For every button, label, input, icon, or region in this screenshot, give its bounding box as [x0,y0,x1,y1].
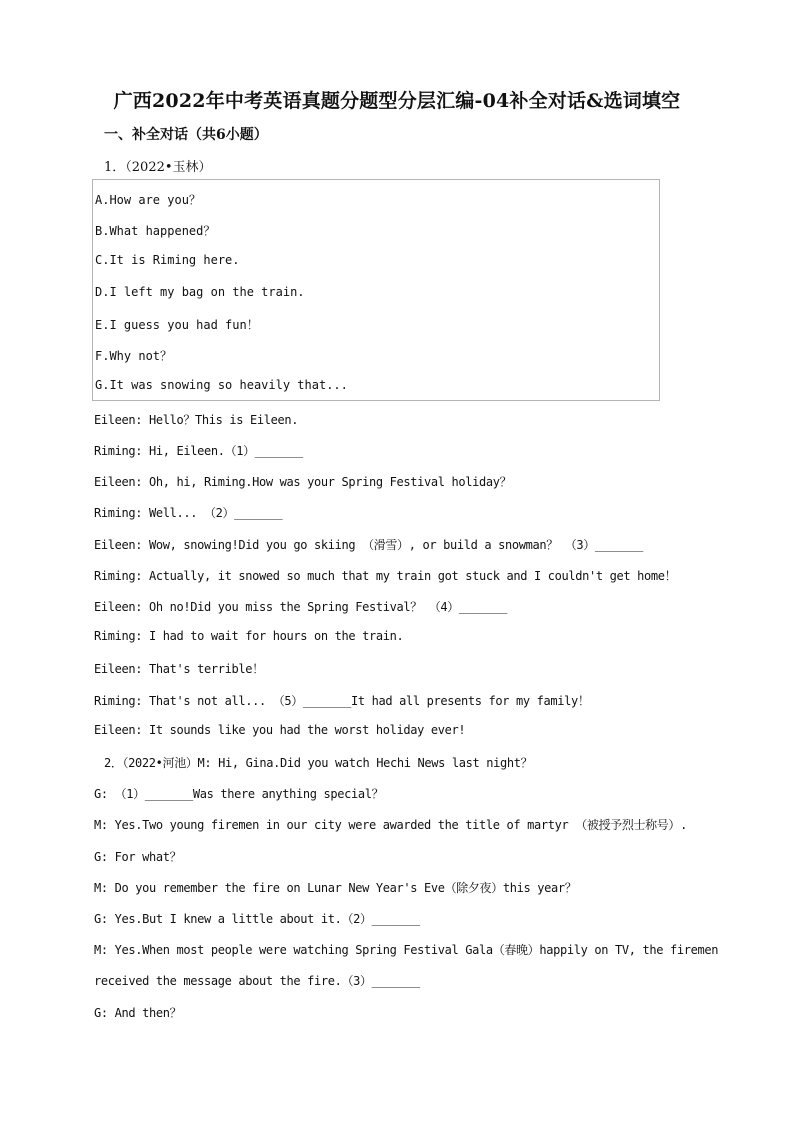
option-a: A.How are you？ [95,193,201,207]
document-title: 广西2022年中考英语真题分题型分层汇编-04补全对话&选词填空 [113,90,681,112]
option-e: E.I guess you had fun！ [95,318,259,332]
option-b: B.What happened？ [95,224,216,238]
dialogue-line: received the message about the fire.（3）_______ [94,974,420,988]
option-g: G.It was snowing so heavily that... [95,378,348,392]
dialogue-line: G: And then？ [94,1006,182,1020]
dialogue-line: Eileen: Oh no!Did you miss the Spring Festival？ （4）_______ [94,600,508,614]
question-1-number: 1．（2022•玉林） [104,160,212,175]
dialogue-line: M: Do you remember the fire on Lunar New Year's Eve（除夕夜）this year？ [94,881,577,895]
dialogue-line: Eileen: Hello？This is Eileen. [94,413,299,427]
dialogue-line: Riming: I had to wait for hours on the train. [94,629,404,643]
dialogue-line: Eileen: Oh, hi, Riming.How was your Spring Festival holiday？ [94,475,512,489]
option-c: C.It is Riming here. [95,253,240,267]
dialogue-line: Riming: Well... （2）_______ [94,506,283,520]
dialogue-line: Eileen: Wow, snowing!Did you go skiing （滑雪）, or build a snowman？ （3）_______ [94,538,644,552]
dialogue-line: Riming: Hi, Eileen.（1）_______ [94,444,303,458]
dialogue-line: Eileen: It sounds like you had the worst holiday ever! [94,723,466,737]
dialogue-line: Eileen: That's terrible！ [94,662,264,676]
dialogue-line: Riming: That's not all... （5）_______It had all presents for my family！ [94,694,590,708]
section-heading: 一、补全对话（共6小题） [104,127,268,143]
dialogue-line: Riming: Actually, it snowed so much that my train got stuck and I couldn't get home！ [94,569,677,583]
dialogue-line: G: For what？ [94,850,182,864]
dialogue-line: G: Yes.But I knew a little about it.（2）_______ [94,912,420,926]
dialogue-line: M: Yes.When most people were watching Spring Festival Gala（春晚）happily on TV, the firemen [94,943,719,957]
option-d: D.I left my bag on the train. [95,285,305,299]
dialogue-line: M: Yes.Two young firemen in our city were awarded the title of martyr （被授予烈士称号）. [94,818,687,832]
option-f: F.Why not？ [95,349,173,363]
options-box [92,179,660,401]
question-2-first-line: 2．（2022•河池）M: Hi, Gina.Did you watch Hechi News last night？ [104,756,533,770]
dialogue-line: G: （1）_______Was there anything special？ [94,787,384,801]
